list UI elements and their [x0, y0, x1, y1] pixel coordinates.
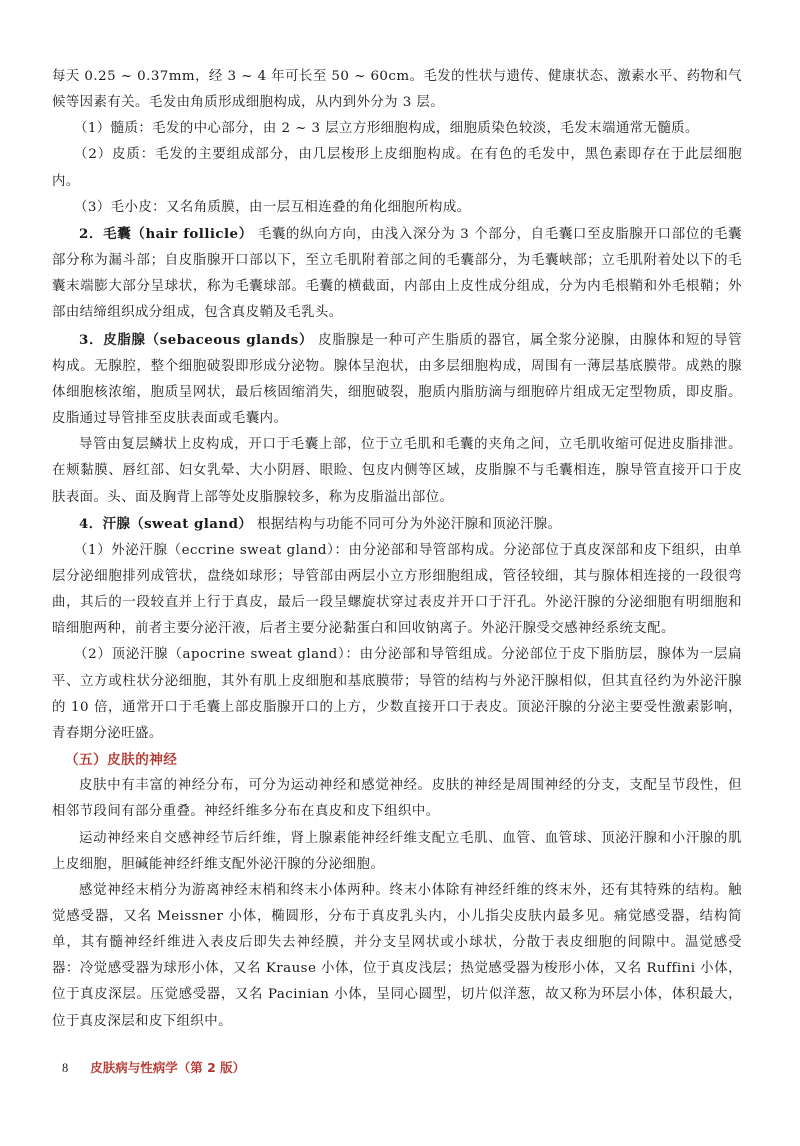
page-footer	[62, 1058, 245, 1076]
section-title-sweat-gland: 4．汗腺（sweat gland）	[79, 515, 253, 532]
section-heading-skin-nerves: （五）皮肤的神经	[65, 752, 178, 769]
paragraph-medulla: （1）髓质：毛发的中心部分，由 2 ~ 3 层立方形细胞构成，细胞质染色较淡，毛发末端通常无髓质。	[74, 121, 699, 137]
paragraph-eccrine: （1）外泌汗腺（eccrine sweat gland）：由分泌部和导管部构成。分泌部位于真皮深部和皮下组织，由单层分泌细胞排列成管状，盘绕如球形；导管部由两层小立方形细胞组成，管径较细，其与腺体相连接的一段很弯曲，其后的一段较直并上行于真皮，最后一段呈螺旋状穿过表皮并开口于汗孔。外泌汗腺的分泌细胞有明细胞和暗细胞两种，前者主要分泌汗液，后者主要分泌黏蛋白和回收钠离子。外泌汗腺受交感神经系统支配。	[52, 542, 742, 637]
paragraph-duct: 导管由复层鳞状上皮构成，开口于毛囊上部，位于立毛肌和毛囊的夹角之间，立毛肌收缩可促进皮脂排泄。在颊黏膜、唇红部、妇女乳晕、大小阴唇、眼睑、包皮内侧等区域，皮脂腺不与毛囊相连，腺导管直接开口于皮肤表面。头、面及胸背上部等处皮脂腺较多，称为皮脂溢出部位。	[52, 437, 742, 505]
section-title-hair-follicle: 2．毛囊（hair follicle）	[79, 225, 253, 242]
book-title: 皮肤病与性病学（第 2 版）	[90, 1060, 246, 1075]
paragraph-sebaceous-glands	[52, 327, 742, 433]
paragraph-sensory-nerves: 感觉神经末梢分为游离神经末梢和终末小体两种。终末小体除有神经纤维的终末外，还有其特殊的结构。触觉感受器，又名 Meissner 小体，椭圆形，分布于真皮乳头内，小儿指尖皮肤内最多见。痛觉感受器，结构简单，其有髓神经纤维进入表皮后即失去神经膜，并分支呈网状或小球状，分散于表皮细胞的间隙中。温觉感受器：冷觉感受器为球形小体，又名 Krause 小体，位于真皮浅层；热觉感受器为梭形小体，又名 Ruffini 小体，位于真皮深层。压觉感受器，又名 Pacinian 小体，呈同心圆型，切片似洋葱，故又称为环层小体，体积最大，位于真皮深层和皮下组织中。	[52, 882, 742, 1029]
paragraph-motor-nerves: 运动神经来自交感神经节后纤维，肾上腺素能神经纤维支配立毛肌、血管、血管球、顶泌汗腺和小汗腺的肌上皮细胞，胆碱能神经纤维支配外泌汗腺的分泌细胞。	[52, 830, 742, 872]
section-title-sebaceous-glands: 3．皮脂腺（sebaceous glands）	[79, 331, 314, 348]
hair-follicle-text: 毛囊的纵向方向，由浅入深分为 3 个部分，自毛囊口至皮脂腺开口部位的毛囊部分称为漏斗部；自皮脂腺开口部以下，至立毛肌附着部之间的毛囊部分，为毛囊峡部；立毛肌附着处以下的毛囊末端膨大部分呈球状，称为毛囊球部。毛囊的横截面，内部由上皮性成分组成，分为内毛根鞘和外毛根鞘；外部由结缔组织成分组成，包含真皮鞘及毛乳头。	[52, 226, 742, 321]
paragraph-apocrine: （2）顶泌汗腺（apocrine sweat gland）：由分泌部和导管组成。分泌部位于皮下脂肪层，腺体为一层扁平、立方或柱状分泌细胞，其外有肌上皮细胞和基底膜带；导管的结构与外泌汗腺相似，但其直径约为外泌汗腺的 10 倍，通常开口于毛囊上部皮脂腺开口的上方，少数直接开口于表皮。顶泌汗腺的分泌主要受性激素影响，青春期分泌旺盛。	[52, 647, 742, 741]
sweat-gland-text: 根据结构与功能不同可分为外泌汗腺和顶泌汗腺。	[252, 516, 562, 532]
page-number: 8	[62, 1061, 69, 1075]
paragraph-hair-growth: 每天 0.25 ~ 0.37mm，经 3 ~ 4 年可长至 50 ~ 60cm。毛发的性状与遗传、健康状态、激素水平、药物和气候等因素有关。毛发由角质形成细胞构成，从内到外分为 3 层。	[52, 69, 742, 111]
paragraph-cortex: （2）皮质：毛发的主要组成部分，由几层梭形上皮细胞构成。在有色的毛发中，黑色素即存在于此层细胞内。	[52, 147, 742, 189]
page-body	[52, 64, 742, 1035]
paragraph-hair-follicle	[52, 221, 742, 327]
paragraph-cuticle: （3）毛小皮：又名角质膜，由一层互相连叠的角化细胞所构成。	[74, 199, 471, 215]
paragraph-sweat-gland	[52, 511, 742, 538]
paragraph-nerve-distribution: 皮肤中有丰富的神经分布，可分为运动神经和感觉神经。皮肤的神经是周围神经的分支，支配呈节段性，但相邻节段间有部分重叠。神经纤维多分布在真皮和皮下组织中。	[52, 778, 742, 820]
sebaceous-glands-text: 皮脂腺是一种可产生脂质的器官，属全浆分泌腺，由腺体和短的导管构成。无腺腔，整个细胞破裂即形成分泌物。腺体呈泡状，由多层细胞构成，周围有一薄层基底膜带。成熟的腺体细胞核浓缩，胞质呈网状，最后核固缩消失，细胞破裂，胞质内脂肪滴与细胞碎片组成无定型物质，即皮脂。皮脂通过导管排至皮肤表面或毛囊内。	[52, 332, 742, 427]
